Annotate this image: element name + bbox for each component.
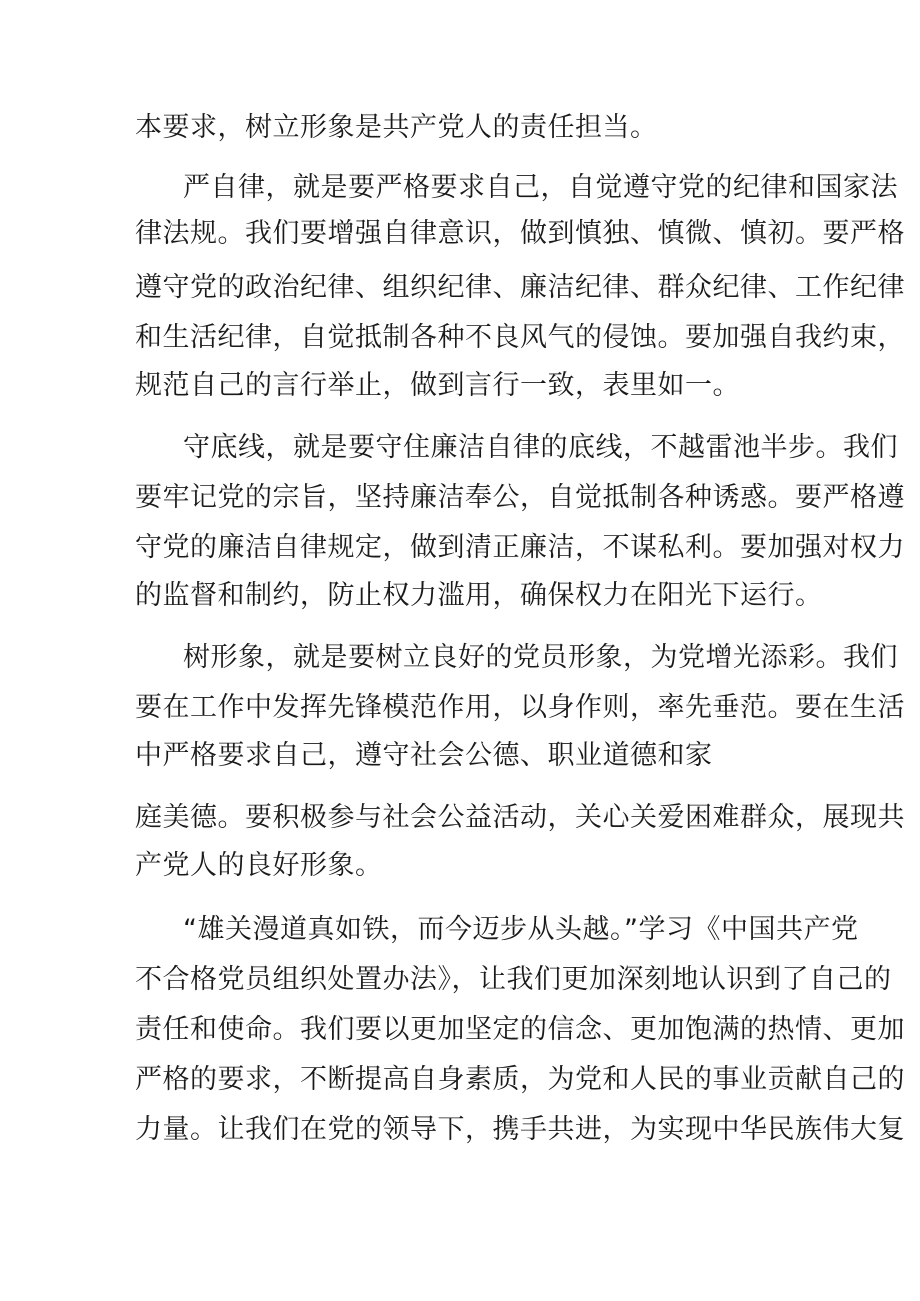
text-line: 责任和使命。我们要以更加坚定的信念、更加饱满的热情、更加	[135, 1014, 905, 1045]
text-line: 中严格要求自己，遵守社会公德、职业道德和家	[135, 740, 713, 771]
text-line: 要牢记党的宗旨，坚持廉洁奉公，自觉抵制各种诱惑。要严格遵	[135, 482, 905, 513]
text-line: 产党人的良好形象。	[135, 850, 383, 881]
text-line: 规范自己的言行举止，做到言行一致，表里如一。	[135, 370, 740, 401]
text-line: 本要求，树立形象是共产党人的责任担当。	[135, 112, 658, 143]
text-line: 树形象，就是要树立良好的党员形象，为党增光添彩。我们	[183, 642, 898, 673]
text-line: 守党的廉洁自律规定，做到清正廉洁，不谋私利。要加强对权力	[135, 532, 905, 563]
text-line: 遵守党的政治纪律、组织纪律、廉洁纪律、群众纪律、工作纪律	[135, 272, 905, 303]
text-line: 和生活纪律，自觉抵制各种不良风气的侵蚀。要加强自我约束，	[135, 322, 905, 353]
text-line: 要在工作中发挥先锋模范作用，以身作则，率先垂范。要在生活	[135, 692, 905, 723]
text-line: 严格的要求，不断提高自身素质，为党和人民的事业贡献自己的	[135, 1064, 905, 1095]
text-line: 守底线，就是要守住廉洁自律的底线，不越雷池半步。我们	[183, 432, 898, 463]
text-line: 严自律，就是要严格要求自己，自觉遵守党的纪律和国家法	[183, 172, 898, 203]
text-line: 不合格党员组织处置办法》，让我们更加深刻地认识到了自己的	[135, 964, 892, 995]
text-line: 庭美德。要积极参与社会公益活动，关心关爱困难群众，展现共	[135, 802, 905, 833]
text-line: 的监督和制约，防止权力滥用，确保权力在阳光下运行。	[135, 580, 823, 611]
text-line: 力量。让我们在党的领导下，携手共进，为实现中华民族伟大复	[135, 1114, 905, 1145]
text-line: “雄关漫道真如铁，而今迈步从头越。”学习《中国共产党	[183, 914, 859, 945]
text-line: 律法规。我们要增强自律意识，做到慎独、慎微、慎初。要严格	[135, 218, 905, 249]
